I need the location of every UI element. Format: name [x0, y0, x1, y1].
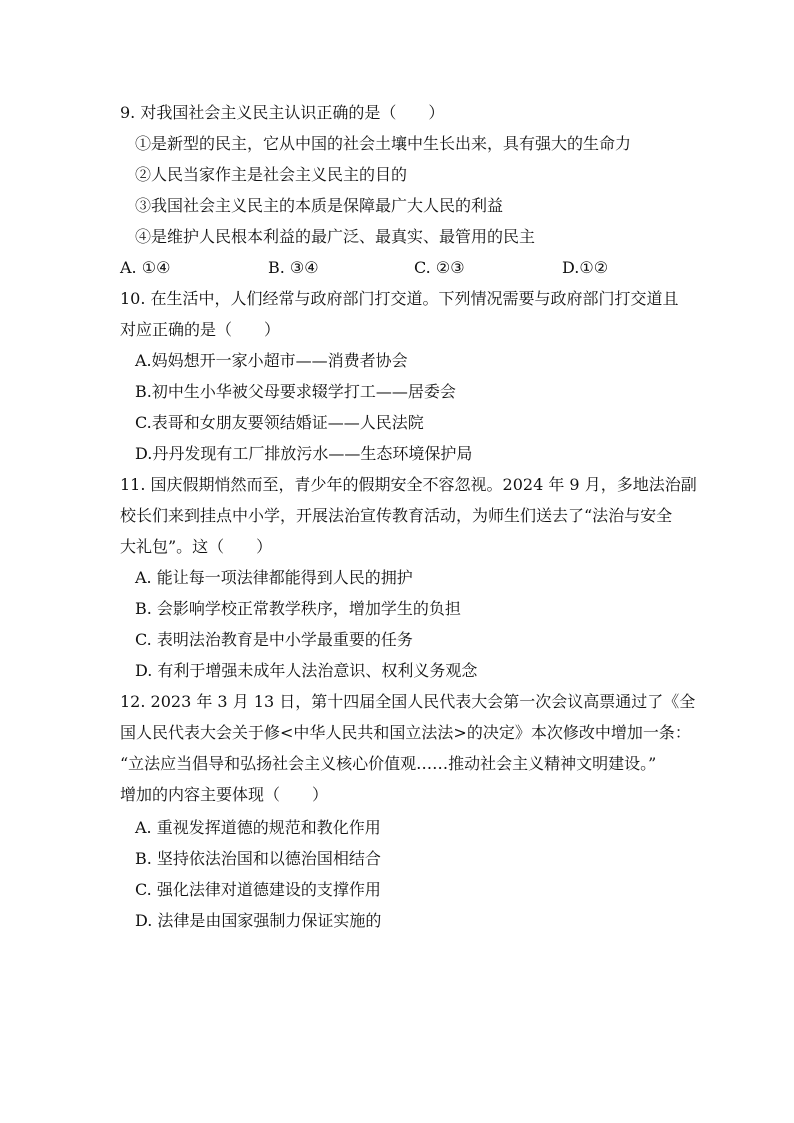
q9-stem: 9. 对我国社会主义民主认识正确的是（ ）	[120, 103, 445, 122]
q12-option-a: A. 重视发挥道德的规范和教化作用	[135, 818, 381, 837]
q11-stem-line-1: 11. 国庆假期悄然而至，青少年的假期安全不容忽视。2024 年 9 月，多地法治副	[120, 475, 697, 494]
q11-option-a: A. 能让每一项法律都能得到人民的拥护	[135, 568, 413, 587]
q11-option-b: B. 会影响学校正常教学秩序，增加学生的负担	[135, 599, 461, 618]
q12-stem-line-4: 增加的内容主要体现（ ）	[120, 785, 329, 804]
q9-statement-4: ④是维护人民根本利益的最广泛、最真实、最管用的民主	[135, 227, 536, 246]
q10-option-b: B.初中生小华被父母要求辍学打工——居委会	[135, 382, 456, 401]
q12-option-c: C. 强化法律对道德建设的支撑作用	[135, 880, 381, 899]
q9-statement-3: ③我国社会主义民主的本质是保障最广大人民的利益	[135, 196, 504, 215]
q10-option-a: A.妈妈想开一家小超市——消费者协会	[135, 351, 408, 370]
q10-stem-line-1: 10. 在生活中，人们经常与政府部门打交道。下列情况需要与政府部门打交道且	[120, 289, 679, 308]
q11-stem-line-2: 校长们来到挂点中小学，开展法治宣传教育活动，为师生们送去了“法治与安全	[120, 506, 673, 525]
q9-option-a: A. ①④	[120, 258, 171, 277]
q12-option-d: D. 法律是由国家强制力保证实施的	[135, 911, 382, 930]
q9-option-d: D.①②	[562, 258, 609, 277]
q11-option-d: D. 有利于增强未成年人法治意识、权利义务观念	[135, 661, 478, 680]
q10-stem-line-2: 对应正确的是（ ）	[120, 320, 281, 339]
q12-stem-line-1: 12. 2023 年 3 月 13 日，第十四届全国人民代表大会第一次会议高票通过了《全	[120, 692, 696, 711]
q9-statement-2: ②人民当家作主是社会主义民主的目的	[135, 165, 408, 184]
q9-statement-1: ①是新型的民主，它从中国的社会土壤中生长出来，具有强大的生命力	[135, 134, 632, 153]
q11-stem-line-3: 大礼包”。这（ ）	[120, 537, 273, 556]
q12-stem-line-3: “立法应当倡导和弘扬社会主义核心价值观……推动社会主义精神文明建设。”	[120, 754, 657, 773]
q12-option-b: B. 坚持依法治国和以德治国相结合	[135, 849, 381, 868]
q9-option-c: C. ②③	[414, 258, 465, 277]
q9-option-b: B. ③④	[268, 258, 319, 277]
q10-option-c: C.表哥和女朋友要领结婚证——人民法院	[135, 413, 424, 432]
q10-option-d: D.丹丹发现有工厂排放污水——生态环境保护局	[135, 444, 473, 463]
q12-stem-line-2: 国人民代表大会关于修<中华人民共和国立法法>的决定》本次修改中增加一条：	[120, 723, 691, 742]
q11-option-c: C. 表明法治教育是中小学最重要的任务	[135, 630, 413, 649]
